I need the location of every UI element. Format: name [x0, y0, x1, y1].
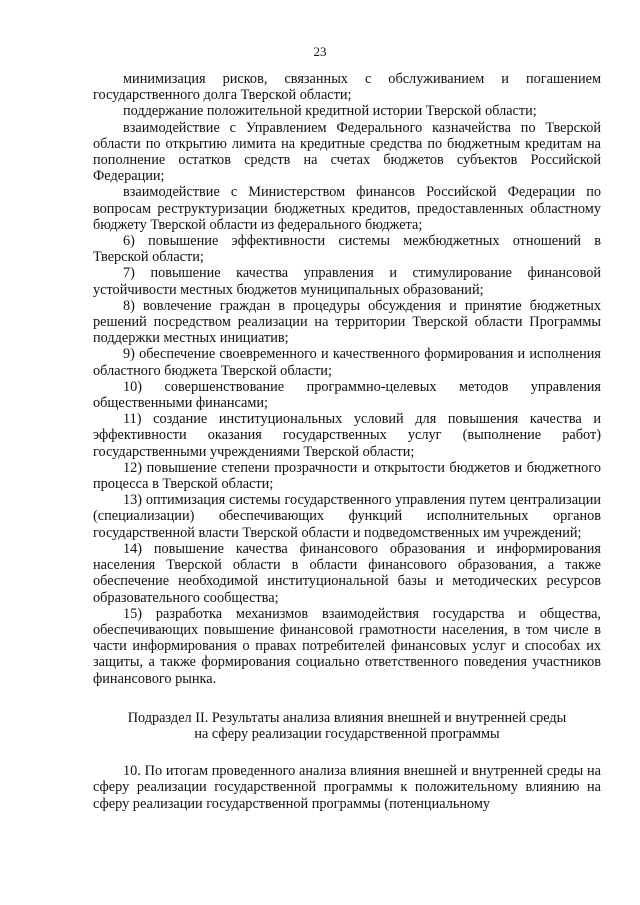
paragraph: взаимодействие с Управлением Федерального казначейства по Тверской области по открытию лимита на кредитные средства по бюджетным кредитам на пополнение остатков средств на счетах бюджетов субъектов Российской Федерации; — [93, 119, 601, 185]
page-number: 23 — [313, 44, 327, 59]
list-item-8: 8) вовлечение граждан в процедуры обсуждения и принятие бюджетных решений посредством реализации на территории Тверской области Программы поддержки местных инициатив; — [93, 297, 601, 347]
section-title — [93, 710, 601, 742]
document-body — [93, 71, 601, 812]
paragraph: взаимодействие с Министерством финансов Российской Федерации по вопросам реструктуризации бюджетных кредитов, предоставленных областному бюджету Тверской области из федерального бюджета; — [93, 184, 601, 233]
list-item-15: 15) разработка механизмов взаимодействия государства и общества, обеспечивающих повышение финансовой грамотности населения, в том числе в части информирования о правах потребителей финансовых услуг и способах их защиты, а также формирования социально ответственного поведения участников финансового рынка. — [93, 605, 601, 687]
list-item-14: 14) повышение качества финансового образования и информирования населения Тверской области в области финансового образования, а также обеспечение необходимой институциональной базы и методических ресурсов образовательного сообщества; — [93, 540, 601, 606]
list-item-11: 11) создание институциональных условий для повышения качества и эффективности оказания государственных услуг (выполнение работ) государственными учреждениями Тверской области; — [93, 411, 601, 460]
section-title-line-1: Подраздел II. Результаты анализа влияния внешней и внутренней среды — [127, 709, 567, 726]
section-title-line-2: на сферу реализации государственной программы — [194, 725, 500, 742]
list-item-7: 7) повышение качества управления и стимулирование финансовой устойчивости местных бюджетов муниципальных образований; — [93, 265, 601, 298]
paragraph: поддержание положительной кредитной истории Тверской области; — [123, 103, 537, 120]
list-item-10: 10) совершенствование программно-целевых методов управления общественными финансами; — [93, 378, 601, 412]
list-item-6: 6) повышение эффективности системы межбюджетных отношений в Тверской области; — [93, 233, 601, 266]
list-item-13: 13) оптимизация системы государственного управления путем централизации (специализации) обеспечивающих функций исполнительных органов государственной власти Тверской области и подведомственных им учреждений; — [93, 492, 601, 541]
paragraph: минимизация рисков, связанных с обслуживанием и погашением государственного долга Тверской области; — [93, 71, 601, 104]
final-paragraph: 10. По итогам проведенного анализа влияния внешней и внутренней среды на сферу реализации государственной программы к положительному влиянию на сферу реализации государственной программы (потенциальному — [93, 763, 601, 812]
list-item-12: 12) повышение степени прозрачности и открытости бюджетов и бюджетного процесса в Тверской области; — [93, 459, 601, 493]
list-item-9: 9) обеспечение своевременного и качественного формирования и исполнения областного бюджета Тверской области; — [93, 346, 601, 379]
